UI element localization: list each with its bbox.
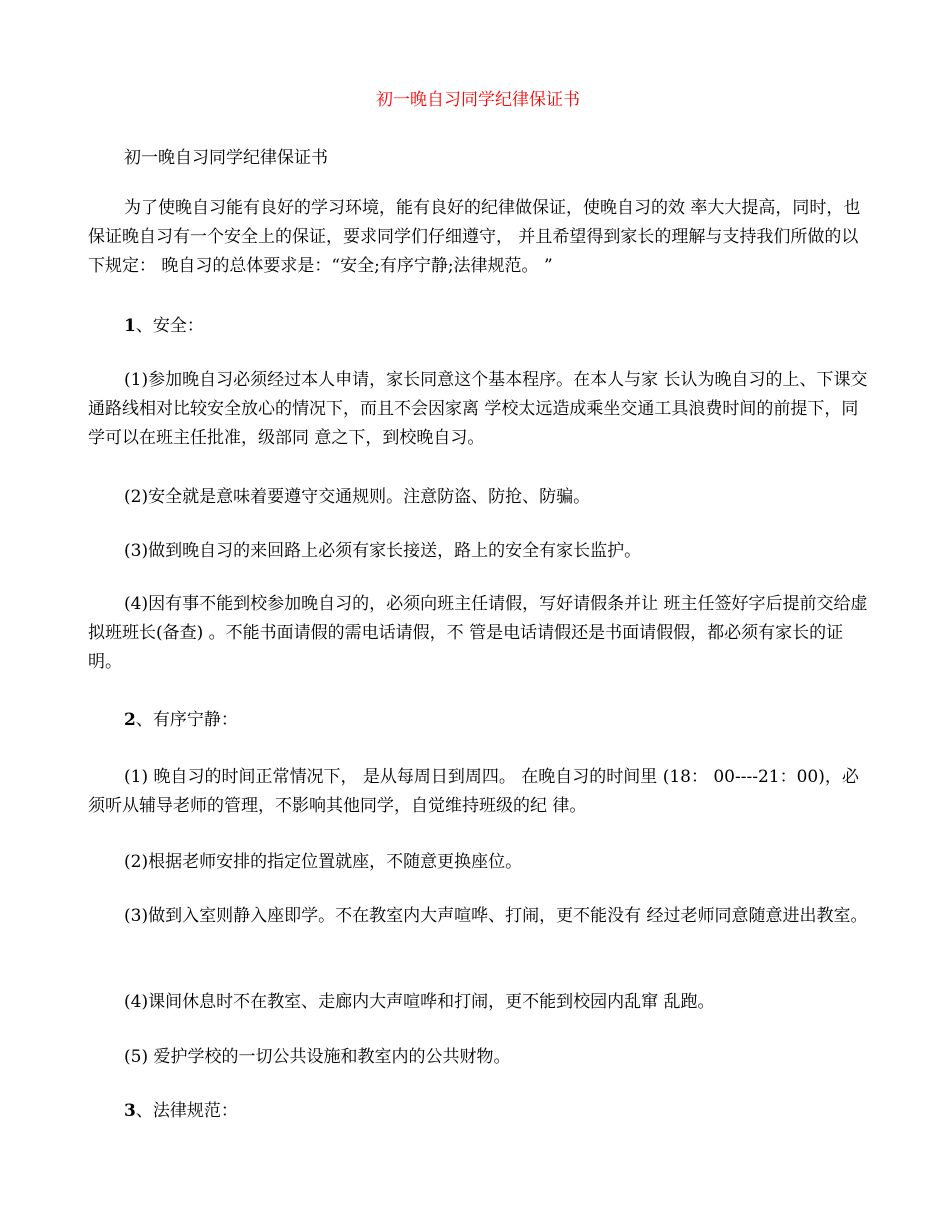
intro-paragraph: 为了使晚自习能有良好的学习环境，能有良好的纪律做保证，使晚自习的效 率大大提高，同时，也保证晚自习有一个安全上的保证，要求同学们仔细遵守， 并且希望得到家长的理解与支持我们所做的以下规定： 晚自习的总体要求是：“安全;有序宁静;法律规范。 ” — [88, 198, 861, 276]
safety-item-1: (1)参加晚自习必须经过本人申请，家长同意这个基本程序。在本人与家 长认为晚自习的上、下课交通路线相对比较安全放心的情况下，而且不会因家离 学校太远造成乘坐交通工具浪费时间的前提下，同学可以在班主任批准，级部同 意之下，到校晚自习。 — [88, 370, 868, 448]
section-title: 、安全： — [135, 316, 204, 336]
section-number: 3 — [124, 1101, 136, 1121]
safety-item-4: (4)因有事不能到校参加晚自习的，必须向班主任请假，写好请假条并让 班主任签好字后提前交给虚拟班班长(备查) 。不能书面请假的需电话请假，不 管是电话请假还是书面请假假，都必须有家长的证明。 — [88, 594, 868, 672]
section-number: 2 — [124, 710, 136, 730]
safety-item-3: (3)做到晚自习的来回路上必须有家长接送，路上的安全有家长监护。 — [124, 541, 642, 561]
order-item-2: (2)根据老师安排的指定位置就座，不随意更换座位。 — [124, 852, 523, 872]
document-subtitle: 初一晚自习同学纪律保证书 — [124, 148, 328, 168]
order-item-3: (3)做到入室则静入座即学。不在教室内大声喧哗、打闹，更不能没有 经过老师同意随意进出教室。 — [124, 906, 868, 926]
order-item-1: (1) 晚自习的时间正常情况下， 是从每周日到周四。 在晚自习的时间里 (18： 00----21：00)，必须听从辅导老师的管理，不影响其他同学，自觉维持班级的纪 律。 — [88, 767, 859, 816]
section-title: 、法律规范： — [135, 1101, 238, 1121]
section-heading-safety — [88, 312, 868, 341]
order-item-4: (4)课间休息时不在教室、走廊内大声喧哗和打闹，更不能到校园内乱窜 乱跑。 — [124, 992, 715, 1012]
section-title: 、有序宁静： — [135, 710, 238, 730]
section-number: 1 — [124, 316, 136, 336]
safety-item-2: (2)安全就是意味着要遵守交通规则。注意防盗、防抢、防骗。 — [124, 487, 591, 507]
section-heading-law — [88, 1097, 868, 1126]
order-item-5: (5) 爱护学校的一切公共设施和教室内的公共财物。 — [124, 1047, 511, 1067]
document-title: 初一晚自习同学纪律保证书 — [376, 90, 580, 110]
section-heading-order — [88, 706, 868, 735]
